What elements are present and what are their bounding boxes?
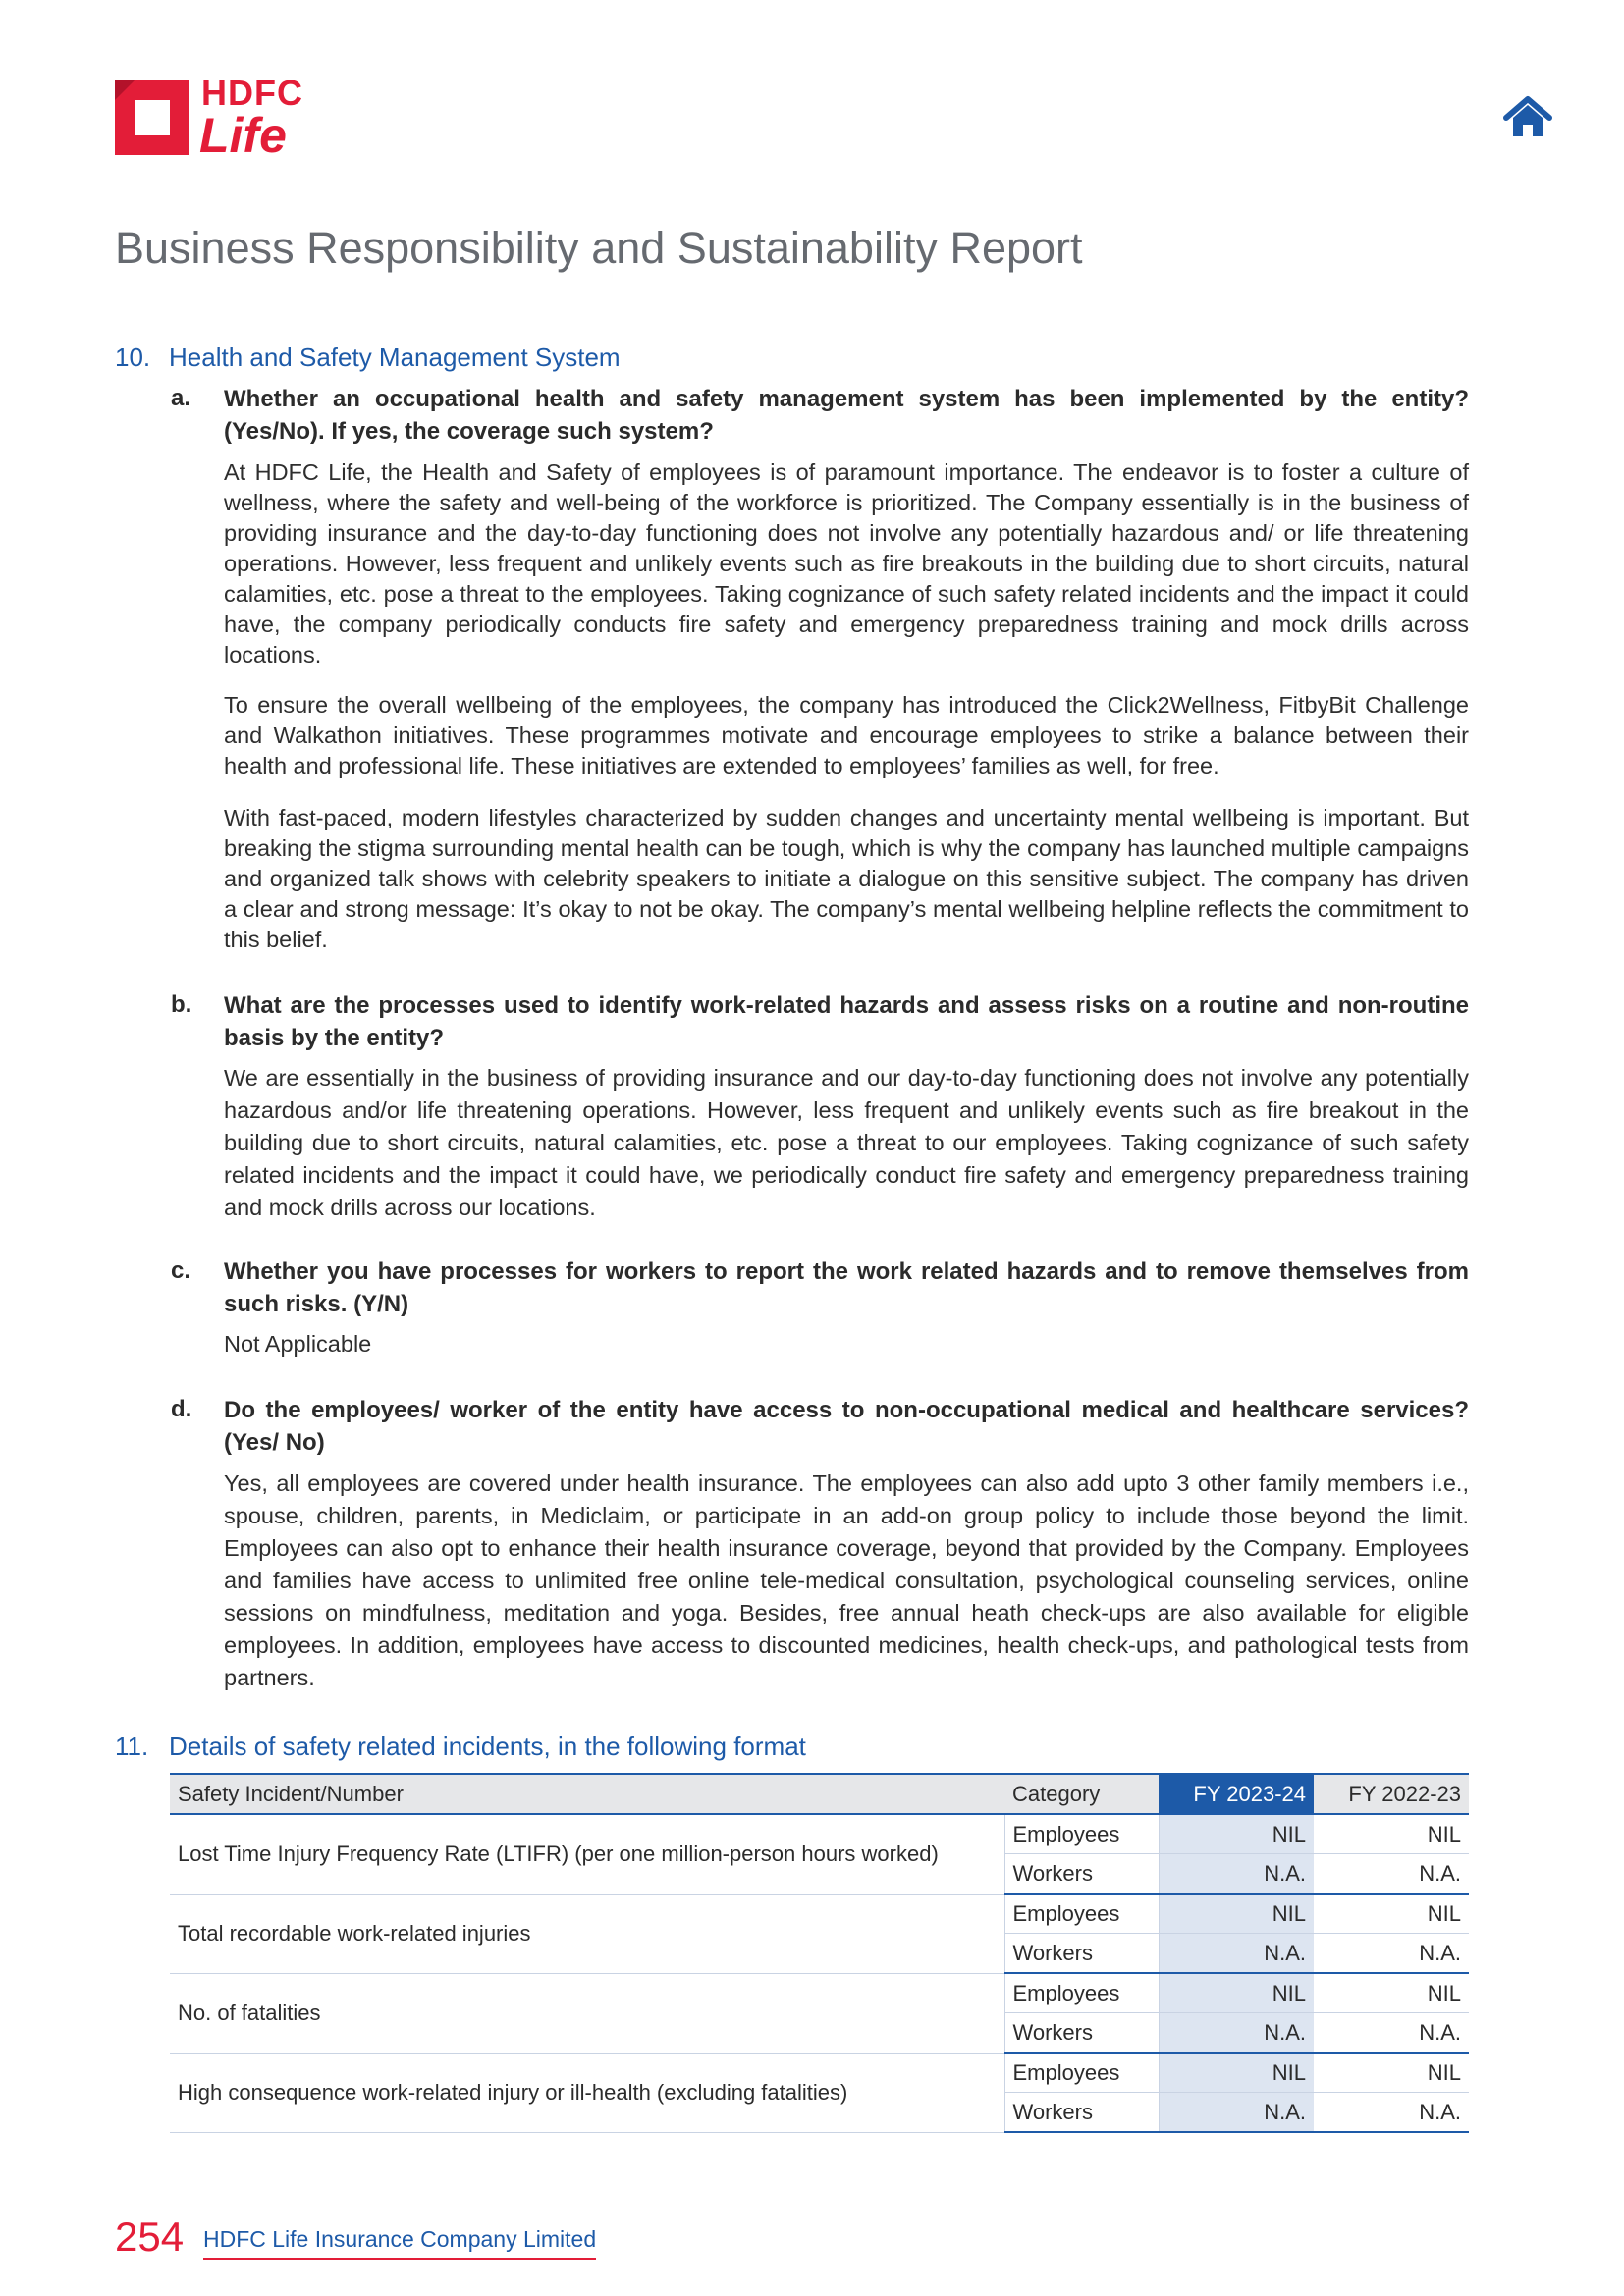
section-title: Details of safety related incidents, in the following format (169, 1732, 806, 1761)
fy2324-cell: N.A. (1159, 2013, 1314, 2054)
fy2324-cell: NIL (1159, 1973, 1314, 2013)
incident-name: Lost Time Injury Frequency Rate (LTIFR) (per one million-person hours worked) (170, 1814, 1004, 1894)
answer-paragraph: We are essentially in the business of providing insurance and our day-to-day functioning does not involve any potentially hazardous and/or life threatening operations. However, less frequent and unlikely events such as fire breakout in the building due to short circuits, natural calamities, etc. pose a threat to our employees. Taking cognizance of such safety related incidents and the impact it could have, we periodically conduct fire safety and emergency preparedness training and mock drills across our locations. (224, 1065, 1469, 1220)
section-10-heading (115, 341, 621, 374)
fy2223-cell: NIL (1314, 1894, 1469, 1934)
logo-square-icon (115, 80, 189, 155)
table-row (170, 1973, 1469, 2013)
fy2324-cell: NIL (1159, 2053, 1314, 2093)
category-cell: Workers (1004, 1934, 1159, 1974)
table-header-row (170, 1774, 1469, 1814)
category-cell: Employees (1004, 1973, 1159, 2013)
category-cell: Workers (1004, 2013, 1159, 2054)
answer-paragraph: To ensure the overall wellbeing of the employees, the company has introduced the Click2Wellness, FitbyBit Challenge and Walkathon initiatives. These programmes motivate and encourage employees to strike a balance between their health and professional life. These initiatives are extended to employees’ families as well, for free. (224, 692, 1469, 778)
category-cell: Employees (1004, 2053, 1159, 2093)
fy2223-cell: N.A. (1314, 2093, 1469, 2133)
question-text: Do the employees/ worker of the entity have access to non-occupational medical and healthcare services? (Yes/ No) (224, 1397, 1469, 1456)
section-title: Health and Safety Management System (169, 343, 621, 372)
answer-paragraph: Not Applicable (224, 1331, 372, 1357)
fy2324-cell: N.A. (1159, 1934, 1314, 1974)
category-cell: Workers (1004, 2093, 1159, 2133)
fy2324-cell: NIL (1159, 1814, 1314, 1854)
question-letter: b. (171, 991, 192, 1018)
col-header-category: Category (1004, 1774, 1159, 1814)
category-cell: Employees (1004, 1894, 1159, 1934)
question-text: What are the processes used to identify work-related hazards and assess risks on a routine and non-routine basis by the entity? (224, 992, 1469, 1051)
col-header-fy-2023-24: FY 2023-24 (1159, 1774, 1314, 1814)
incident-name: No. of fatalities (170, 1973, 1004, 2053)
table-row (170, 2053, 1469, 2093)
fy2223-cell: NIL (1314, 1814, 1469, 1854)
answer-paragraph: At HDFC Life, the Health and Safety of employees is of paramount importance. The endeavor is to foster a culture of wellness, where the safety and well-being of the workforce is prioritized. The Company essentially is in the business of providing insurance and the day-to-day functioning does not involve any potentially hazardous and/ or life threatening operations. However, less frequent and unlikely events such as fire breakouts in the building due to short circuits, natural calamities, etc. pose a threat to the employees. Taking cognizance of such safety related incidents and the impact it could have, the company periodically conducts fire safety and emergency preparedness training and mock drills across locations. (224, 459, 1469, 667)
safety-incidents-table (170, 1773, 1469, 2133)
fy2324-cell: NIL (1159, 1894, 1314, 1934)
answer-paragraph: Yes, all employees are covered under health insurance. The employees can also add upto 3 other family members i.e., spouse, children, parents, in Mediclaim, or participate in an add-on group policy to include those beyond the limit. Employees can also opt to enhance their health insurance coverage, beyond that provided by the Company. Employees and families have access to unlimited free online tele-medical consultation, psychological counseling services, online sessions on mindfulness, meditation and yoga. Besides, free annual heath check-ups are also available for eligible employees. In addition, employees have access to discounted medicines, health check-ups, and pathological tests from partners. (224, 1470, 1469, 1690)
question-text: Whether you have processes for workers to report the work related hazards and to remove themselves from such risks. (Y/N) (224, 1258, 1469, 1317)
question-text: Whether an occupational health and safety management system has been implemented by the entity? (Yes/No). If yes, the coverage such system? (224, 386, 1469, 445)
hdfc-life-logo (115, 73, 311, 163)
answer-paragraph: With fast-paced, modern lifestyles characterized by sudden changes and uncertainty mental wellbeing is important. But breaking the stigma surrounding mental health can be tough, which is why the company has launched multiple campaigns and organized talk shows with celebrity speakers to initiate a dialogue on this sensitive subject. The company has driven a clear and strong message: It’s okay to not be okay. The company’s mental wellbeing helpline reflects the commitment to this belief. (224, 805, 1469, 952)
category-cell: Employees (1004, 1814, 1159, 1854)
question-letter: c. (171, 1257, 191, 1284)
fy2223-cell: N.A. (1314, 1934, 1469, 1974)
section-number: 11. (115, 1732, 149, 1761)
home-icon[interactable] (1502, 94, 1553, 139)
company-name-link[interactable]: HDFC Life Insurance Company Limited (203, 2224, 596, 2260)
fy2223-cell: NIL (1314, 1973, 1469, 2013)
question-letter: d. (171, 1396, 192, 1422)
section-11-heading (115, 1730, 806, 1763)
table-row (170, 1814, 1469, 1854)
col-header-incident: Safety Incident/Number (170, 1774, 1004, 1814)
fy2223-cell: NIL (1314, 2053, 1469, 2093)
report-title: Business Responsibility and Sustainability Report (115, 223, 1083, 273)
col-header-fy-2022-23: FY 2022-23 (1314, 1774, 1469, 1814)
fy2223-cell: N.A. (1314, 2013, 1469, 2054)
logo-text-life: Life (199, 108, 287, 163)
fy2324-cell: N.A. (1159, 1854, 1314, 1895)
page-number: 254 (115, 2214, 185, 2260)
incident-name: High consequence work-related injury or ill-health (excluding fatalities) (170, 2053, 1004, 2132)
question-letter: a. (171, 385, 191, 411)
logo-text-hdfc: HDFC (201, 73, 303, 113)
category-cell: Workers (1004, 1854, 1159, 1895)
fy2324-cell: N.A. (1159, 2093, 1314, 2133)
incident-name: Total recordable work-related injuries (170, 1894, 1004, 1973)
section-number: 10. (115, 343, 151, 372)
fy2223-cell: N.A. (1314, 1854, 1469, 1895)
table-row (170, 1894, 1469, 1934)
